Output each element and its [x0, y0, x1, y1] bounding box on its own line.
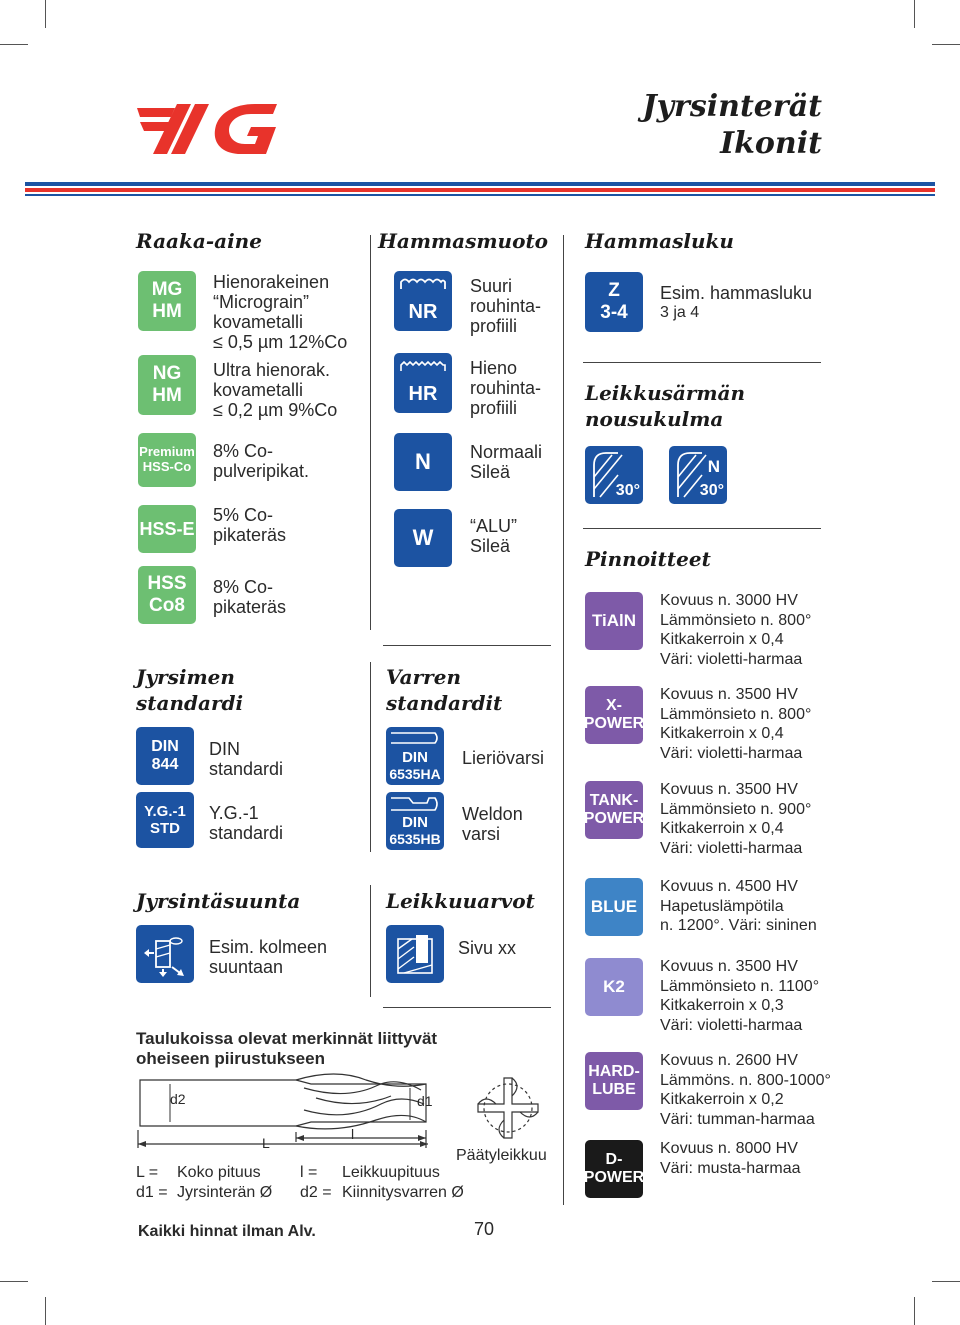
drawing-caption: [136, 1029, 437, 1069]
badge-text: MG: [151, 279, 183, 301]
desc-line: profiili: [470, 316, 518, 336]
badge-text: W: [412, 525, 434, 551]
arrows-icon: [142, 931, 188, 977]
badge-text: 6535HB: [389, 831, 441, 847]
desc-line: Hieno: [470, 358, 518, 378]
tooth-form-desc: [470, 276, 541, 336]
desc-line: Kitkakerroin x 0,4: [660, 631, 784, 648]
desc-line: Kitkakerroin x 0,4: [660, 725, 784, 742]
rough-profile-icon: [399, 277, 447, 291]
desc-line: Väri: violetti-harmaa: [660, 839, 803, 857]
desc-line: kovametalli: [213, 380, 304, 400]
column-divider: [370, 885, 371, 997]
shank-desc: [462, 804, 523, 844]
tooth-form-desc: [470, 442, 542, 482]
badge-text: HM: [152, 385, 182, 406]
angle-label: 30°: [699, 481, 724, 499]
badge-text: POWER: [583, 810, 645, 827]
desc-line: Hienorakeinen: [213, 272, 330, 292]
cutting-values-icon: [386, 925, 444, 983]
section-heading-raaka-aine: Raaka-aine: [136, 229, 262, 253]
badge-text: NR: [408, 301, 438, 323]
legend-value: Leikkuupituus: [342, 1164, 440, 1181]
section-divider: [583, 362, 821, 363]
desc-line: Kovuus n. 3500 HV: [660, 958, 798, 975]
section-divider: [583, 528, 821, 529]
badge-hss-e: [138, 505, 196, 553]
desc-line: pikateräs: [213, 525, 287, 545]
helix-angle-icon: [585, 446, 643, 504]
material-desc: [213, 272, 347, 352]
coating-desc: [660, 1051, 831, 1129]
crop-mark: [45, 0, 46, 28]
desc-line: Kovuus n. 8000 HV: [660, 1140, 798, 1157]
badge-mg-hm: [138, 271, 196, 331]
desc-line: Normaali: [470, 442, 543, 462]
desc-line: “ALU”: [470, 516, 518, 536]
legend-key: l =: [300, 1164, 318, 1181]
section-heading-jyrsintasuunta: Jyrsintäsuunta: [136, 889, 301, 913]
desc-line: n. 1200°. Väri: sininen: [660, 917, 817, 934]
desc-line: Kovuus n. 4500 HV: [660, 878, 798, 895]
coating-desc: [660, 591, 811, 669]
badge-text: HARD-: [588, 1062, 640, 1080]
standard-desc: [209, 803, 283, 843]
desc-line: rouhinta-: [470, 378, 542, 398]
desc-line: Väri: tumman-harmaa: [660, 1110, 815, 1128]
heading-line: Jyrsimen: [136, 665, 235, 689]
coating-desc: [660, 1139, 801, 1178]
material-desc: [213, 577, 286, 617]
coating-badge: [585, 958, 643, 1016]
desc-line: ≤ 0,5 µm 12%Co: [213, 332, 348, 352]
desc-line: Väri: violetti-harmaa: [660, 744, 803, 762]
fine-profile-icon: [399, 359, 447, 373]
desc-line: pikateräs: [213, 597, 287, 617]
page-number: 70: [474, 1219, 495, 1239]
shank-desc: [462, 748, 544, 768]
heading-line: Leikkusärmän: [585, 381, 746, 405]
section-heading-varren-standardit: [386, 664, 502, 716]
badge-text: N: [415, 449, 431, 475]
label-d1: d1: [417, 1093, 433, 1109]
direction-desc: [209, 937, 327, 977]
desc-line: 8% Co-: [213, 577, 274, 597]
label-L: L: [262, 1135, 270, 1151]
desc-line: 5% Co-: [213, 505, 274, 525]
desc-line: suuntaan: [209, 957, 284, 977]
badge-text: X-: [606, 696, 622, 714]
desc-line: DIN: [209, 739, 240, 759]
desc-line: 3 ja 4: [660, 304, 700, 321]
desc-line: Y.G.-1: [209, 803, 259, 823]
weldon-shank-icon: [389, 795, 441, 813]
badge-hr: [394, 353, 452, 413]
end-mill-drawing: [136, 1070, 556, 1150]
desc-line: Kovuus n. 2600 HV: [660, 1052, 798, 1069]
desc-line: standardi: [209, 823, 284, 843]
tooth-count-desc: [660, 283, 812, 323]
badge-din-6535ha: [386, 727, 444, 785]
badge-w: [394, 509, 452, 567]
tooth-form-desc: [470, 358, 541, 418]
badge-text: BLUE: [590, 897, 638, 917]
coating-badge: [585, 592, 643, 650]
desc-line: standardi: [209, 759, 284, 779]
legend-key: L =: [136, 1164, 159, 1181]
label-l: l: [351, 1126, 355, 1142]
desc-line: Esim. kolmeen: [209, 937, 328, 957]
legend-value: Koko pituus: [177, 1164, 261, 1181]
angle-label: 30°: [615, 481, 640, 499]
page-title-line2: Ikonit: [720, 126, 822, 161]
desc-line: Väri: violetti-harmaa: [660, 650, 803, 668]
crop-mark: [45, 1297, 46, 1325]
badge-text: 3-4: [600, 302, 628, 323]
desc-line: Weldon: [462, 804, 523, 824]
legend-value: Kiinnitysvarren Ø: [342, 1184, 464, 1201]
badge-text: POWER: [583, 715, 645, 732]
footer-note: Kaikki hinnat ilman Alv.: [138, 1223, 316, 1240]
desc-line: rouhinta-: [470, 296, 542, 316]
material-desc: [213, 505, 286, 545]
crop-mark: [914, 1297, 915, 1325]
badge-text: HSS-E: [139, 518, 195, 539]
caption-line: Taulukoissa olevat merkinnät liittyvät: [136, 1029, 438, 1048]
desc-line: profiili: [470, 398, 518, 418]
desc-line: Hapetuslämpötila: [660, 897, 784, 915]
badge-hss-co8: [138, 566, 196, 624]
column-divider: [370, 662, 371, 852]
badge-text: HM: [152, 301, 182, 322]
header-stripe: [25, 188, 935, 192]
label-end-cut: Päätyleikkuu: [456, 1147, 547, 1164]
badge-text: Z: [608, 280, 620, 302]
material-desc: [213, 441, 309, 481]
badge-text: 6535HA: [389, 766, 441, 782]
badge-n: [394, 433, 452, 491]
tooth-form-desc: [470, 516, 517, 556]
badge-z-3-4: [585, 272, 643, 332]
section-heading-hammasluku: Hammasluku: [585, 229, 734, 253]
desc-line: Sileä: [470, 462, 511, 482]
badge-din-844: [136, 727, 194, 785]
column-divider: [563, 235, 564, 1205]
desc-line: Kovuus n. 3500 HV: [660, 781, 798, 798]
heading-line: Varren: [386, 665, 461, 689]
desc-line: Sileä: [470, 536, 511, 556]
badge-text: DIN: [402, 814, 428, 831]
section-heading-hammasmuoto: Hammasmuoto: [378, 229, 549, 253]
desc-line: Lämmönsieto n. 1100°: [660, 977, 820, 995]
desc-line: Kitkakerroin x 0,3: [660, 997, 784, 1014]
crop-mark: [0, 1281, 28, 1282]
coating-desc: [660, 780, 811, 858]
standard-desc: [209, 739, 283, 779]
heading-line: nousukulma: [585, 407, 724, 431]
desc-line: Lämmönsieto n. 900°: [660, 800, 812, 818]
desc-line: Esim. hammasluku: [660, 283, 813, 303]
coating-badge: [585, 1140, 643, 1198]
material-desc: [213, 360, 337, 420]
badge-yg1-std: [136, 792, 194, 848]
desc-line: Kovuus n. 3000 HV: [660, 592, 798, 609]
badge-text: LUBE: [592, 1081, 636, 1098]
desc-line: Väri: musta-harmaa: [660, 1159, 801, 1177]
badge-text: DIN: [151, 737, 179, 755]
cylindrical-shank-icon: [389, 730, 441, 746]
label-d2: d2: [170, 1091, 186, 1107]
crop-mark: [914, 0, 915, 28]
coating-desc: [660, 957, 819, 1035]
desc-line: varsi: [462, 824, 501, 844]
desc-line: Kitkakerroin x 0,2: [660, 1091, 784, 1108]
badge-din-6535hb: [386, 792, 444, 850]
badge-text: HR: [408, 383, 438, 405]
desc-line: Suuri: [470, 276, 513, 296]
milling-direction-icon: [136, 925, 194, 983]
coating-badge: [585, 781, 643, 839]
n-letter: N: [707, 457, 720, 476]
section-divider: [383, 645, 551, 646]
yg-logo: [137, 100, 282, 158]
badge-text: POWER: [583, 1169, 645, 1186]
crop-mark: [932, 1281, 960, 1282]
desc-line: Lämmöns. n. 800-1000°: [660, 1071, 831, 1089]
desc-line: Väri: violetti-harmaa: [660, 1016, 803, 1034]
badge-text: TANK-: [589, 791, 639, 809]
desc-line: Kovuus n. 3500 HV: [660, 686, 798, 703]
badge-text: K2: [603, 977, 625, 997]
legend-key: d2 =: [300, 1184, 332, 1201]
badge-premium-hss-co: [138, 433, 196, 487]
badge-ng-hm: [138, 355, 196, 415]
badge-text: TiAlN: [591, 611, 637, 631]
legend-key: d1 =: [136, 1184, 168, 1201]
desc-line: ≤ 0,2 µm 9%Co: [213, 400, 338, 420]
desc-line: Ultra hienorak.: [213, 360, 331, 380]
badge-text: STD: [150, 820, 180, 837]
desc-line: kovametalli: [213, 312, 304, 332]
section-divider: [383, 1007, 551, 1008]
coating-badge: [585, 1052, 643, 1110]
crop-mark: [0, 44, 28, 45]
badge-text: NG: [152, 363, 182, 385]
coating-badge: [585, 878, 643, 936]
heading-line: standardit: [386, 691, 503, 715]
desc-line: 8% Co-: [213, 441, 274, 461]
desc-line: Lämmönsieto n. 800°: [660, 611, 812, 629]
badge-text: DIN: [402, 749, 428, 766]
badge-text: HSS-Co: [142, 459, 192, 474]
section-heading-nousukulma: [585, 380, 745, 432]
header-stripe: [25, 194, 935, 196]
badge-text: Y.G.-1: [144, 802, 186, 820]
page-title-line1: Jyrsinterät: [642, 89, 822, 124]
desc-line: “Micrograin”: [213, 292, 310, 312]
section-heading-pinnoitteet: Pinnoitteet: [585, 547, 711, 571]
badge-text: 844: [151, 756, 179, 773]
coating-desc: [660, 877, 817, 936]
badge-text: Co8: [149, 595, 185, 616]
badge-text: Premium: [139, 444, 195, 460]
header-stripe: [25, 182, 935, 186]
coating-desc: [660, 685, 811, 763]
section-heading-leikkuuarvot: Leikkuuarvot: [386, 889, 535, 913]
cutting-icon: [392, 931, 438, 977]
heading-line: standardi: [136, 691, 244, 715]
badge-text: D-: [605, 1150, 623, 1168]
crop-mark: [932, 44, 960, 45]
desc-line: Kitkakerroin x 0,4: [660, 820, 784, 837]
legend-value: Jyrsinterän Ø: [177, 1184, 273, 1201]
cutting-values-desc: Sivu xx: [458, 938, 517, 958]
badge-nr: [394, 271, 452, 331]
desc-line: Lämmönsieto n. 800°: [660, 705, 812, 723]
desc-line: Lieriövarsi: [462, 748, 545, 768]
column-divider: [370, 235, 371, 630]
badge-text: HSS: [147, 573, 187, 595]
section-heading-jyrsimen-standardi: [136, 664, 243, 716]
helix-angle-n-icon: [669, 446, 727, 504]
coating-badge: [585, 686, 643, 744]
caption-line: oheiseen piirustukseen: [136, 1049, 325, 1068]
desc-line: pulveripikat.: [213, 461, 310, 481]
